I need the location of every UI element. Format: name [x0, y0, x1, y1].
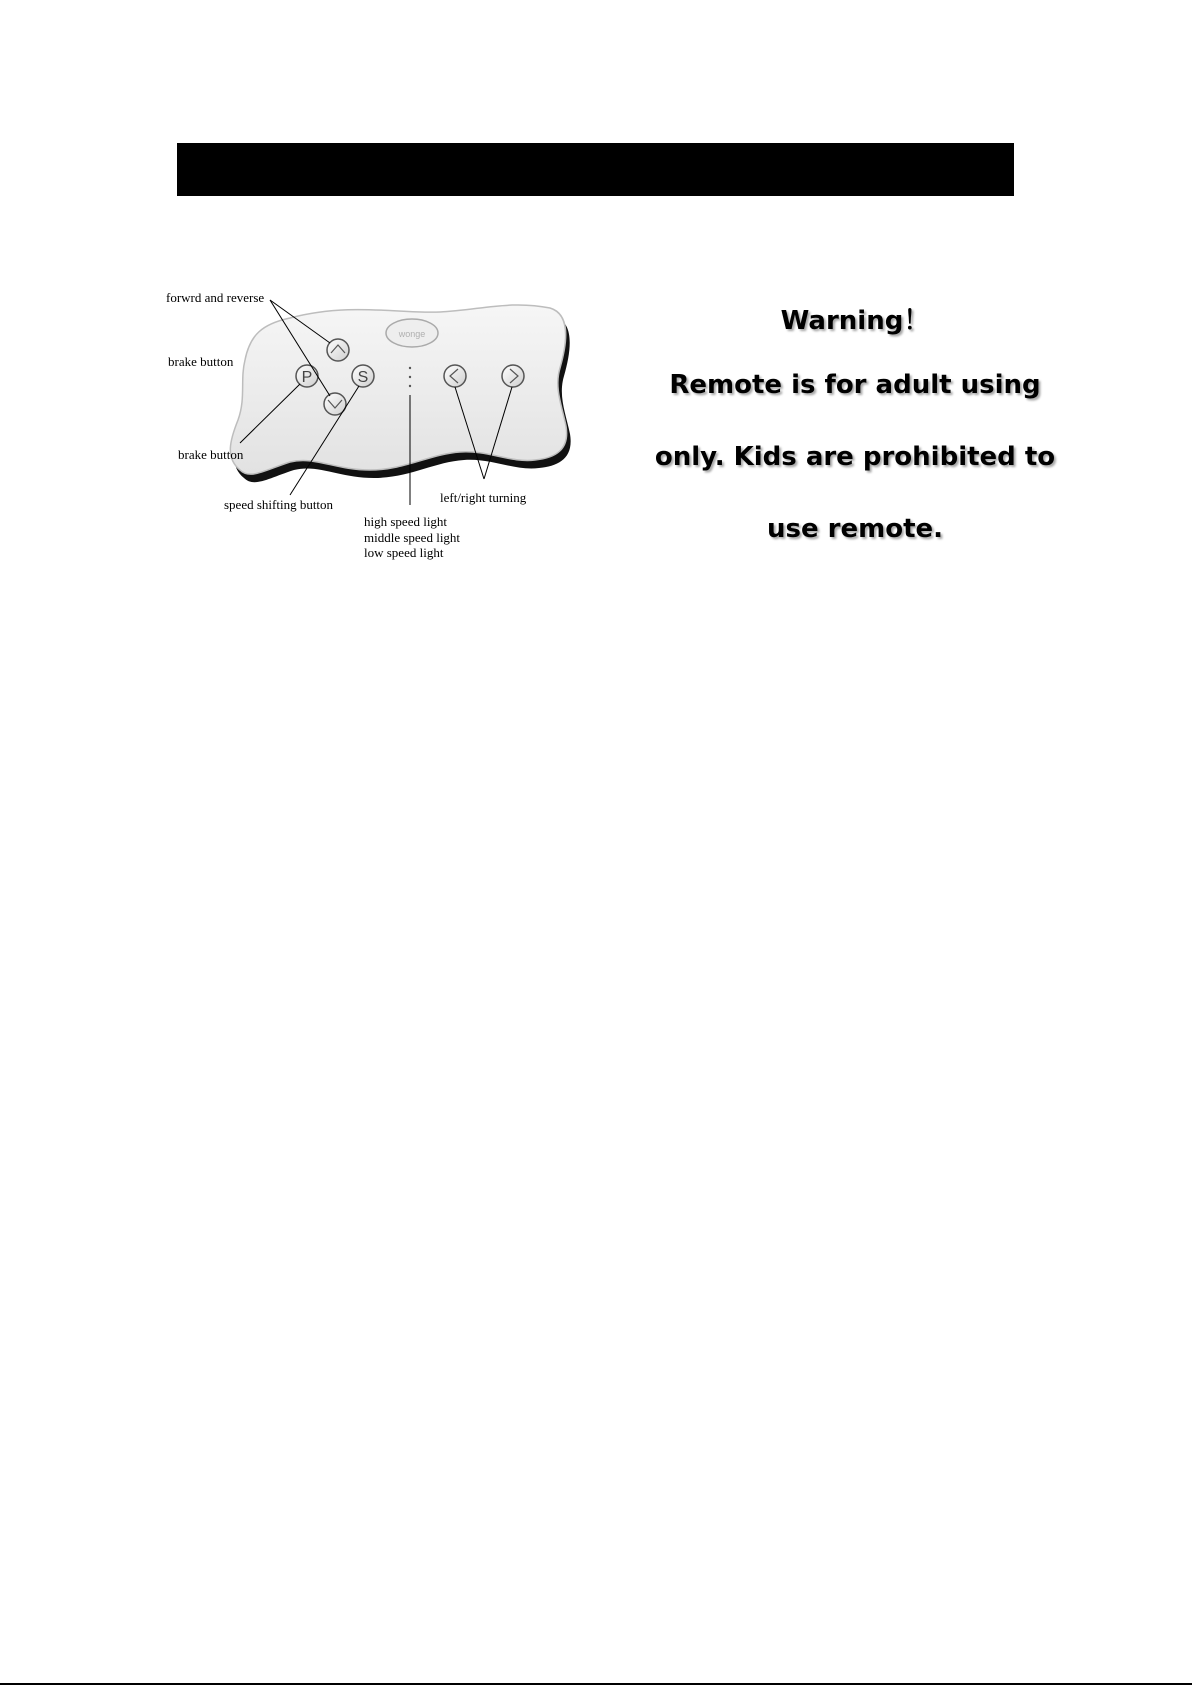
right-button-shape [502, 365, 524, 387]
label-speed-shifting: speed shifting button [224, 497, 334, 512]
header-bar [177, 143, 1014, 196]
low-speed-light [409, 385, 411, 387]
label-brake-bottom: brake button [178, 447, 244, 462]
remote-diagram [150, 280, 590, 570]
warning-line-3: use remote. [766, 514, 944, 544]
warning-title: Warning！ [780, 306, 930, 336]
label-forward-reverse: forwrd and reverse [166, 290, 265, 305]
label-middle-speed-light: middle speed light [364, 530, 461, 545]
speed-button-glyph: S [357, 369, 369, 386]
high-speed-light [409, 367, 411, 369]
label-low-speed-light: low speed light [364, 545, 444, 560]
logo-mark: wonge [398, 329, 426, 339]
warning-line-1: Remote is for adult using [669, 370, 1041, 400]
label-high-speed-light: high speed light [364, 514, 448, 529]
warning-line-2: only. Kids are prohibited to [654, 442, 1056, 472]
label-brake-top: brake button [168, 354, 234, 369]
park-button-glyph: P [301, 369, 313, 386]
left-button-shape [444, 365, 466, 387]
middle-speed-light [409, 376, 411, 378]
label-left-right-turning: left/right turning [440, 490, 527, 505]
forward-button-shape [327, 339, 349, 361]
